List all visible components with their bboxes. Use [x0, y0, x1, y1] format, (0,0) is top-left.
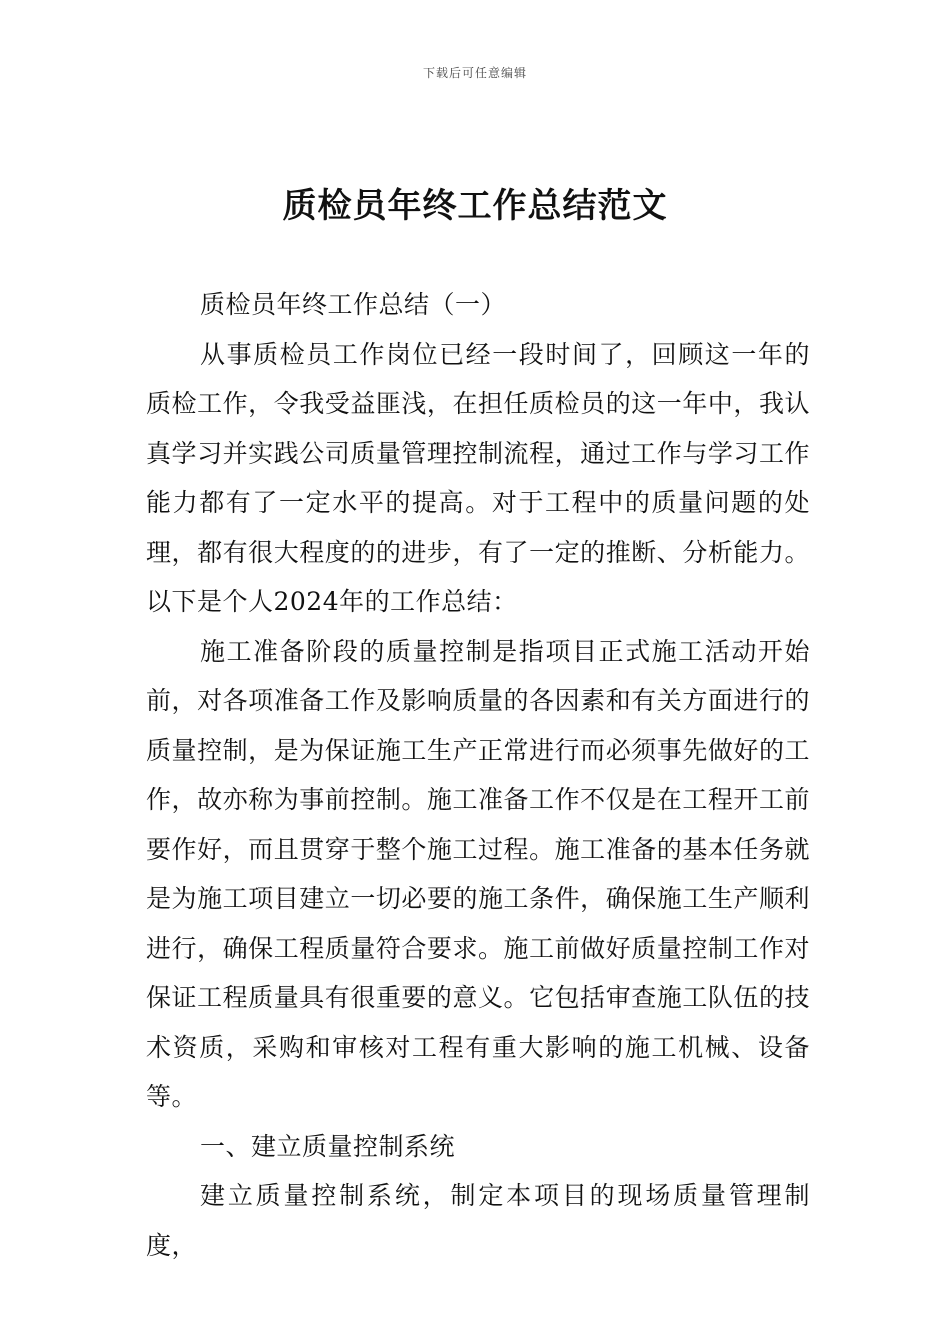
document-title: 质检员年终工作总结范文 [282, 186, 668, 226]
subsection-heading: 一、建立质量控制系统 [200, 1131, 456, 1161]
preparation-paragraph: 施工准备阶段的质量控制是指项目正式施工活动开始前，对各项准备工作及影响质量的各因素和有关方面进行的质量控制，是为保证施工生产正常进行而必须事先做好的工作，故亦称为事前控制。施工准备工作不仅是在工程开工前要作好，而且贯穿于整个施工过程。施工准备的基本任务就是为施工项目建立一切必要的施工条件，确保施工生产顺利进行，确保工程质量符合要求。施工前做好质量控制工作对保证工程质量具有很重要的意义。它包括审查施工队伍的技术资质，采购和审核对工程有重大影响的施工机械、设备等。 [146, 636, 810, 1111]
section-heading-paragraph: 质检员年终工作总结（一） [200, 290, 507, 319]
document-body [146, 280, 810, 1270]
quality-system-paragraph: 建立质量控制系统，制定本项目的现场质量管理制度， [146, 1181, 810, 1260]
intro-paragraph: 从事质检员工作岗位已经一段时间了，回顾这一年的质检工作，令我受益匪浅，在担任质检员的这一年中，我认真学习并实践公司质量管理控制流程，通过工作与学习工作能力都有了一定水平的提高。对于工程中的质量问题的处理，都有很大程度的的进步，有了一定的推断、分析能力。以下是个人2024年的工作总结： [146, 339, 810, 616]
header-note: 下载后可任意编辑 [422, 66, 527, 80]
